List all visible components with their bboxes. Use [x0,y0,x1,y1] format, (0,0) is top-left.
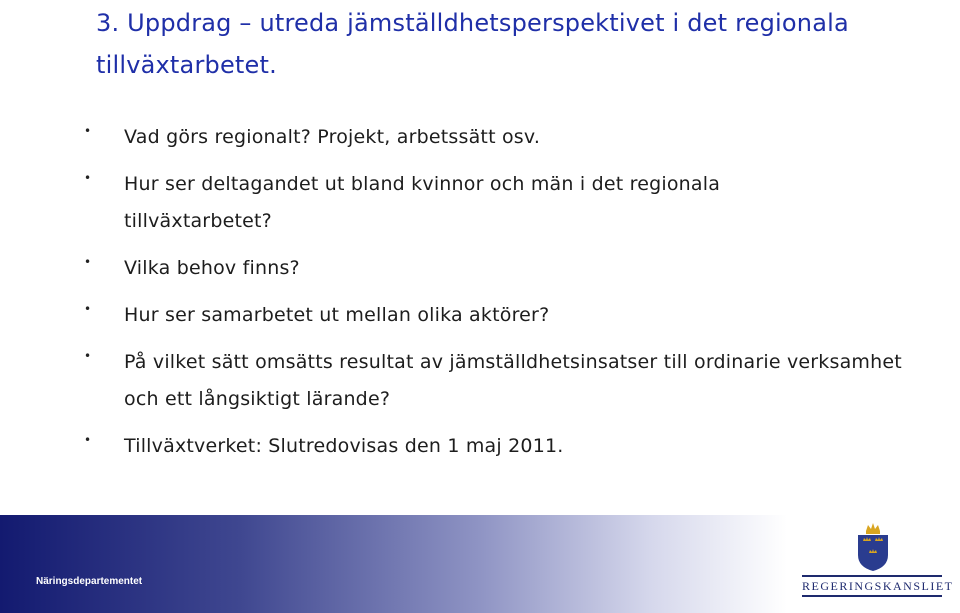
list-item [0,119,960,156]
bullet-text: Hur ser deltagandet ut bland kvinnor och män i det regionala tillväxtarbetet? [124,173,721,232]
bullet-list [0,119,960,475]
list-item [0,297,960,334]
bullet-text: På vilket sätt omsätts resultat av jämställdhetsinsatser till ordinarie verksamhet och ett långsiktigt lärande? [124,351,902,410]
bullet-icon: • [84,171,92,185]
list-item [0,250,960,287]
bullet-text: Tillväxtverket: Slutredovisas den 1 maj 2011. [124,435,564,457]
regeringskansliet-logo [798,519,954,607]
bullet-text: Vad görs regionalt? Projekt, arbetssätt osv. [124,126,541,148]
slide-title: 3. Uppdrag – utreda jämställdhetsperspektivet i det regionala tillväxtarbetet. [96,9,849,79]
bullet-icon: • [84,124,92,138]
swedish-crest-icon [853,521,893,573]
bullet-icon: • [84,433,92,447]
department-label: Näringsdepartementet [36,576,143,587]
list-item [0,428,960,465]
list-item [0,344,960,418]
bullet-text: Hur ser samarbetet ut mellan olika aktörer? [124,304,550,326]
bullet-text: Vilka behov finns? [124,257,300,279]
footer-bar [0,515,960,613]
list-item [0,166,960,240]
bullet-icon: • [84,255,92,269]
logo-wordmark: REGERINGSKANSLIET [802,575,942,597]
bullet-icon: • [84,302,92,316]
bullet-icon: • [84,349,92,363]
